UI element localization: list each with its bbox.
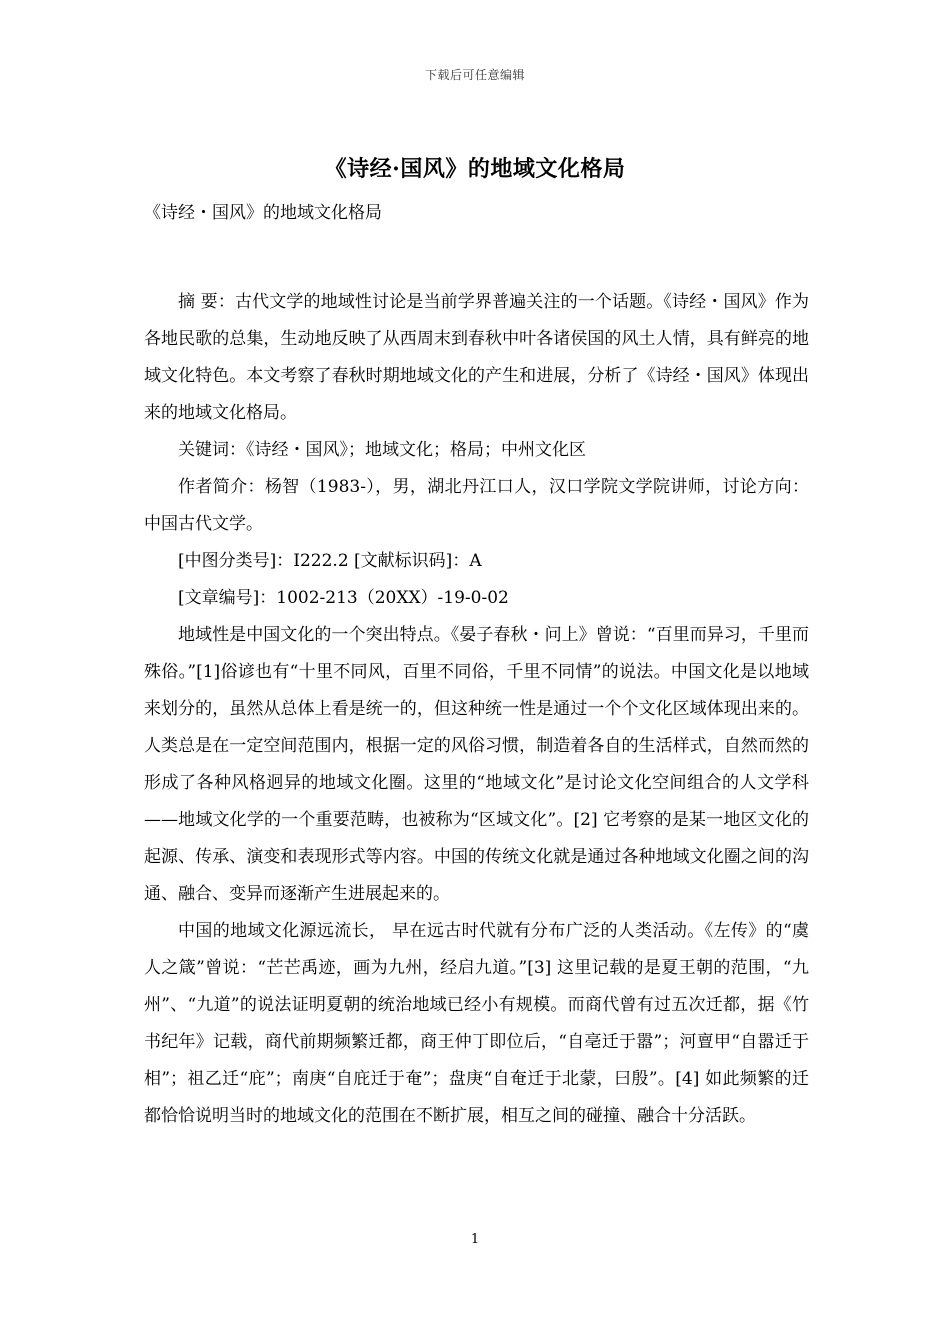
document-body: [144, 198, 809, 1135]
section-gap: [144, 228, 809, 284]
page-number: 1: [470, 1232, 480, 1247]
abstract-paragraph: 摘 要：古代文学的地域性讨论是当前学界普遍关注的一个话题。《诗经・国风》作为各地民歌的总集，生动地反映了从西周末到春秋中叶各诸侯国的风土人情，具有鲜亮的地域文化特色。本文考察了春秋时期地域文化的产生和进展，分析了《诗经・国风》体现出来的地域文化格局。: [144, 292, 809, 423]
keywords-line: 关键词：《诗经・国风》；地域文化；格局；中州文化区: [178, 440, 586, 460]
body-paragraph: 地域性是中国文化的一个突出特点。《晏子春秋・问上》曾说：“百里而异习，千里而殊俗。”[1]俗谚也有“十里不同风，百里不同俗，千里不同情”的说法。中国文化是以地域来划分的，虽然从总体上看是统一的，但这种统一性是通过一个个文化区域体现出来的。人类总是在一定空间范围内，根据一定的风俗习惯，制造着各自的生活样式，自然而然的形成了各种风格迥异的地域文化圈。这里的“地域文化”是讨论文化空间组合的人文学科——地域文化学的一个重要范畴，也被称为“区域文化”。[2] 它考察的是某一地区文化的起源、传承、演变和表现形式等内容。中国的传统文化就是通过各种地域文化圈之间的沟通、融合、变异而逐渐产生进展起来的。: [144, 625, 809, 904]
author-bio: 作者简介：杨智（1983-），男，湖北丹江口人，汉口学院文学院讲师，讨论方向：中国古代文学。: [144, 477, 809, 534]
document-subtitle: 《诗经・国风》的地域文化格局: [144, 203, 382, 223]
page-header-note: 下载后可任意编辑: [424, 68, 525, 82]
body-paragraph: 中国的地域文化源远流长， 早在远古时代就有分布广泛的人类活动。《左传》的“虞人之箴”曾说：“芒芒禹迹，画为九州，经启九道。”[3] 这里记载的是夏王朝的范围，“九州”、“九道”的说法证明夏朝的统治地域已经小有规模。而商代曾有过五次迁都，据《竹书纪年》记载，商代前期频繁迁都，商王仲丁即位后，“自亳迁于嚣”；河亶甲“自嚣迁于相”；祖乙迁“庇”；南庚“自庇迁于奄”；盘庚“自奄迁于北蒙，曰殷”。[4] 如此频繁的迁都恰恰说明当时的地域文化的范围在不断扩展，相互之间的碰撞、融合十分活跃。: [144, 921, 809, 1126]
classification-line: [中图分类号]：I222.2 [文献标识码]：A: [178, 551, 482, 571]
article-number-line: [文章编号]：1002-213（20XX）-19-0-02: [178, 588, 509, 608]
document-title: 《诗经·国风》的地域文化格局: [324, 156, 626, 182]
